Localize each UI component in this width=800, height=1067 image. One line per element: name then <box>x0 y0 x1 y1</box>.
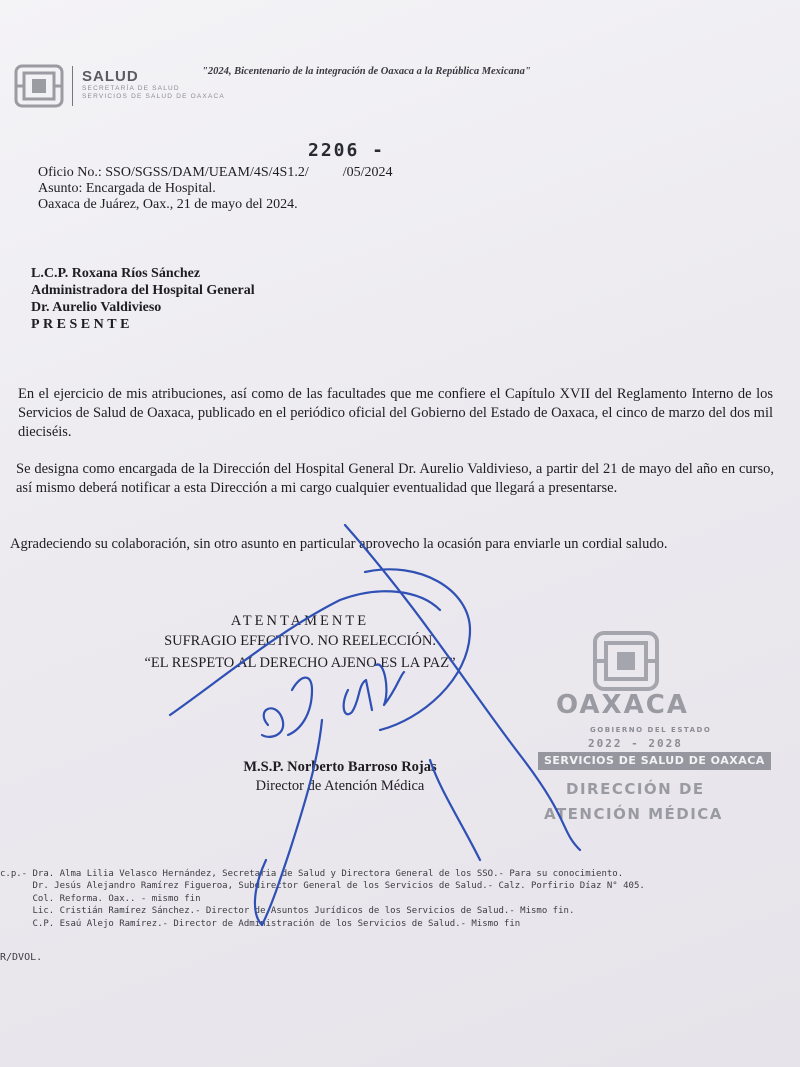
addressee-hospital: Dr. Aurelio Valdivieso <box>31 300 162 315</box>
addressee-block <box>31 265 255 333</box>
signer-block <box>160 758 520 796</box>
closing-atentamente: ATENTAMENTE <box>230 613 370 629</box>
cc-line: Col. Reforma. Oax.. - mismo fin <box>0 893 201 904</box>
oficio-number: Oficio No.: SSO/SGSS/DAM/UEAM/4S/4S1.2/ <box>38 165 309 180</box>
signer-name: M.S.P. Norberto Barroso Rojas <box>243 759 437 775</box>
addressee-presente: PRESENTE <box>31 317 133 332</box>
place-date-line: Oaxaca de Juárez, Oax., 21 de mayo del 2024. <box>38 197 298 212</box>
body-paragraph-2: Se designa como encargada de la Dirección del Hospital General Dr. Aurelio Valdivieso, a partir del 21 de mayo del año en curso, así mismo deberá notificar a esta Dirección a mi cargo cualquier eventualidad que llegará a presentarse. <box>16 461 774 496</box>
seal-department-2: ATENCIÓN MÉDICA <box>544 805 723 823</box>
header-motto: "2024, Bicentenario de la integración de Oaxaca a la República Mexicana" <box>202 66 531 77</box>
signer-title: Director de Atención Médica <box>255 778 425 794</box>
cc-line: c.p.- Dra. Alma Lilia Velasco Hernández, Secretaria de Salud y Directora General de los SSO.- Para su conocimiento. <box>0 869 624 879</box>
addressee-name: L.C.P. Roxana Ríos Sánchez <box>31 266 201 281</box>
logo-subtitle-2: SERVICIOS DE SALUD DE OAXACA <box>82 93 225 100</box>
cc-line: C.P. Esaú Alejo Ramírez.- Director de Administración de los Servicios de Salud.- Mismo fin <box>0 918 521 929</box>
cc-line: Dr. Jesús Alejandro Ramírez Figueroa, Subdirector General de los Servicios de Salud.- Calz. Porfirio Díaz N° 405. <box>0 881 645 892</box>
body-paragraph-1: En el ejercicio de mis atribuciones, así como de las facultades que me confiere el Capítulo XVII del Reglamento Interno de los Servicios de Salud de Oaxaca, publicado en el periódico oficial del Gobierno del Estado de Oaxaca, el cinco de marzo del dos mil dieciséis. <box>18 386 773 440</box>
cc-list <box>0 868 645 930</box>
logo-subtitle-1: SECRETARÍA DE SALUD <box>82 85 180 92</box>
body-paragraph-3: Agradeciendo su colaboración, sin otro asunto en particular aprovecho la ocasión para enviarle un cordial saludo. <box>10 536 668 552</box>
seal-gobierno: GOBIERNO DEL ESTADO <box>590 726 712 734</box>
oficio-date: /05/2024 <box>342 165 393 180</box>
cc-line: Lic. Cristián Ramírez Sánchez.- Director de Asuntos Jurídicos de los Servicios de Salud.- Mismo fin. <box>0 906 575 917</box>
oaxaca-seal-emblem-icon <box>592 630 660 692</box>
oficio-line <box>38 165 393 181</box>
stamped-number: 2206 - <box>308 140 386 161</box>
typist-initials: R/DVOL. <box>0 952 43 963</box>
closing-sufragio: SUFRAGIO EFECTIVO. NO REELECCIÓN. <box>164 633 436 649</box>
seal-department-1: DIRECCIÓN DE <box>566 780 705 798</box>
logo-title: SALUD <box>82 68 139 85</box>
addressee-role: Administradora del Hospital General <box>31 283 255 298</box>
closing-respeto: “EL RESPETO AL DERECHO AJENO ES LA PAZ” <box>144 655 456 671</box>
logo-divider <box>72 66 73 106</box>
asunto-line: Asunto: Encargada de Hospital. <box>38 181 216 196</box>
seal-servicios-band: SERVICIOS DE SALUD DE OAXACA <box>538 752 771 770</box>
seal-oaxaca: OAXACA <box>556 690 689 720</box>
salud-logo-icon <box>14 64 64 108</box>
seal-years: 2022 - 2028 <box>588 737 683 750</box>
